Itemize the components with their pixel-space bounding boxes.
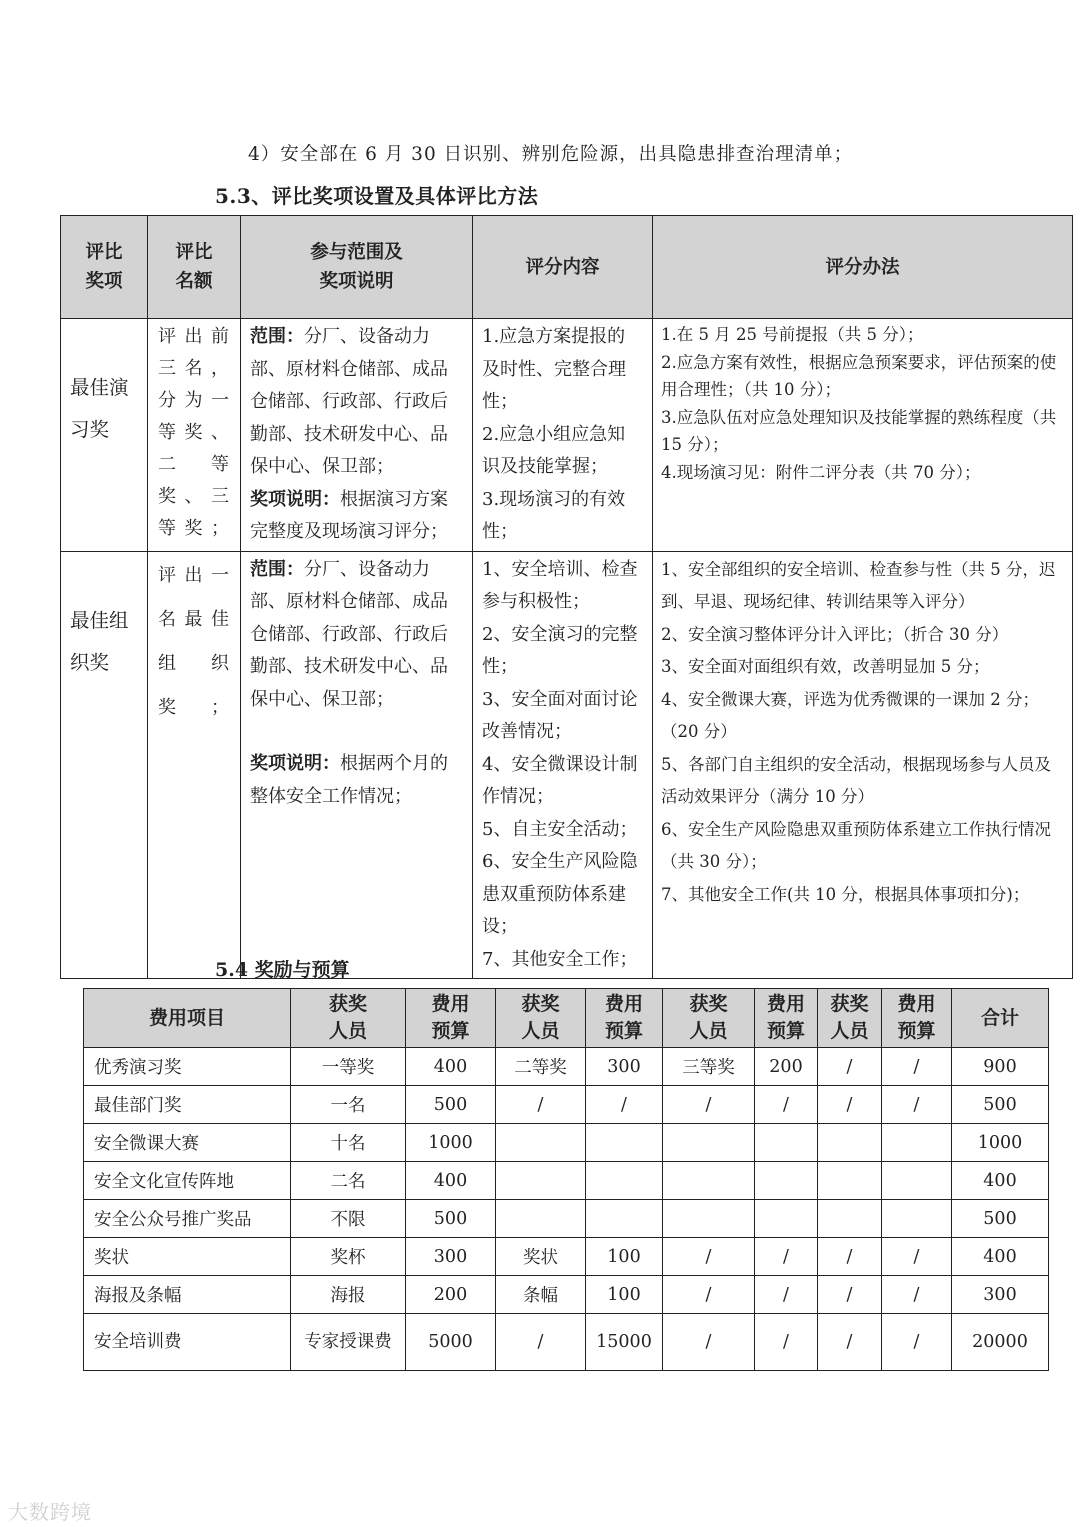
budget-cell: 十名 <box>291 1124 406 1162</box>
budget-cell: / <box>755 1238 818 1276</box>
budget-cell <box>586 1162 663 1200</box>
header-cell: 费用 预算 <box>406 989 496 1048</box>
award-method-table <box>60 215 1073 979</box>
budget-cell <box>882 1162 952 1200</box>
content-item: 1、安全培训、检查参与积极性； <box>482 558 638 612</box>
budget-cell <box>586 1124 663 1162</box>
header-content: 评分内容 <box>473 216 653 319</box>
header-scope: 参与范围及 奖项说明 <box>241 216 473 319</box>
header-cell: 合计 <box>952 989 1049 1048</box>
method-item: 2、安全演习整体评分计入评比；（折合 30 分） <box>661 624 1009 644</box>
method-item: 3.应急队伍对应急处理知识及技能掌握的熟练程度（共 15 分）； <box>661 407 1057 454</box>
budget-cell: 400 <box>406 1048 496 1086</box>
budget-cell <box>496 1124 586 1162</box>
method-item: 6、安全生产风险隐患双重预防体系建立工作执行情况（共 30 分）； <box>661 819 1051 871</box>
budget-cell: 300 <box>406 1238 496 1276</box>
budget-cell: 专家授课费 <box>291 1314 406 1371</box>
content-item: 7、其他安全工作； <box>482 948 638 970</box>
budget-cell: 900 <box>952 1048 1049 1086</box>
budget-cell: 一名 <box>291 1086 406 1124</box>
header-quota: 评比 名额 <box>148 216 241 319</box>
header-cell: 费用 预算 <box>882 989 952 1048</box>
budget-cell: 500 <box>952 1200 1049 1238</box>
budget-cell: 三等奖 <box>663 1048 755 1086</box>
budget-cell: / <box>586 1086 663 1124</box>
award-method <box>653 319 1073 552</box>
budget-cell: / <box>882 1276 952 1314</box>
budget-cell: / <box>818 1048 882 1086</box>
budget-cell <box>496 1162 586 1200</box>
budget-item: 海报及条幅 <box>84 1276 291 1314</box>
award-name: 最佳组织奖 <box>61 551 148 979</box>
budget-cell: 20000 <box>952 1314 1049 1371</box>
budget-cell: 500 <box>952 1086 1049 1124</box>
content-item: 6、安全生产风险隐患双重预防体系建设； <box>482 851 638 937</box>
award-scope <box>241 319 473 552</box>
budget-item: 安全文化宣传阵地 <box>84 1162 291 1200</box>
budget-cell: 400 <box>952 1162 1049 1200</box>
note-label: 奖项说明： <box>250 753 340 774</box>
method-item: 3、安全面对面组织有效，改善明显加 5 分； <box>661 657 990 676</box>
budget-cell: 一等奖 <box>291 1048 406 1086</box>
budget-cell: 奖杯 <box>291 1238 406 1276</box>
budget-cell: / <box>755 1086 818 1124</box>
method-item: 4.现场演习见：附件二评分表（共 70 分）； <box>661 462 981 482</box>
budget-cell: 300 <box>586 1048 663 1086</box>
budget-cell: 500 <box>406 1200 496 1238</box>
watermark: 大数跨境 <box>8 1500 92 1524</box>
budget-cell: / <box>496 1314 586 1371</box>
budget-cell <box>882 1124 952 1162</box>
scope-label: 范围： <box>250 558 304 580</box>
scope-text: 分厂、设备动力部、原材料仓储部、成品仓储部、行政部、行政后勤部、技术研发中心、品保中心、保卫部； <box>250 558 448 710</box>
award-table-header <box>61 216 1073 319</box>
note-text: 根据演习方案完整度及现场演习评分； <box>250 488 448 542</box>
budget-cell: 400 <box>406 1162 496 1200</box>
content-item: 3.现场演习的有效性； <box>482 488 626 542</box>
budget-cell: / <box>755 1276 818 1314</box>
budget-cell: 500 <box>406 1086 496 1124</box>
budget-cell: 400 <box>952 1238 1049 1276</box>
content-item: 1.应急方案提报的及时性、完整合理性； <box>482 326 626 412</box>
budget-cell: 奖状 <box>496 1238 586 1276</box>
award-name: 最佳演习奖 <box>61 319 148 552</box>
header-cell: 费用 预算 <box>755 989 818 1048</box>
budget-cell <box>818 1124 882 1162</box>
table-row <box>84 1276 1049 1314</box>
content-item: 5、自主安全活动； <box>482 818 638 840</box>
award-content <box>473 319 653 552</box>
budget-cell: / <box>496 1086 586 1124</box>
budget-cell <box>882 1200 952 1238</box>
award-method <box>653 551 1073 979</box>
budget-cell: / <box>663 1238 755 1276</box>
header-cell: 费用项目 <box>84 989 291 1048</box>
budget-cell <box>818 1200 882 1238</box>
budget-cell: 200 <box>755 1048 818 1086</box>
table-row <box>84 1086 1049 1124</box>
budget-cell: / <box>882 1086 952 1124</box>
budget-cell <box>663 1200 755 1238</box>
budget-cell <box>755 1200 818 1238</box>
budget-cell: / <box>882 1314 952 1371</box>
budget-item: 优秀演习奖 <box>84 1048 291 1086</box>
budget-cell <box>663 1162 755 1200</box>
budget-cell <box>818 1162 882 1200</box>
budget-cell: / <box>663 1086 755 1124</box>
header-method: 评分办法 <box>653 216 1073 319</box>
header-cell: 费用 预算 <box>586 989 663 1048</box>
award-row-best-organization <box>61 551 1073 979</box>
header-cell: 获奖 人员 <box>496 989 586 1048</box>
award-quota: 评出一名最佳组织奖； <box>148 551 241 979</box>
award-scope <box>241 551 473 979</box>
budget-cell: / <box>755 1314 818 1371</box>
note-label: 奖项说明： <box>250 488 340 510</box>
section-5-3-title: 5.3、评比奖项设置及具体评比方法 <box>215 184 539 208</box>
content-item: 4、安全微课设计制作情况； <box>482 753 638 807</box>
budget-cell: 二名 <box>291 1162 406 1200</box>
budget-cell <box>755 1124 818 1162</box>
budget-cell: 条幅 <box>496 1276 586 1314</box>
budget-item: 奖状 <box>84 1238 291 1276</box>
header-cell: 获奖 人员 <box>818 989 882 1048</box>
method-item: 2.应急方案有效性，根据应急预案要求，评估预案的使用合理性；（共 10 分）； <box>661 352 1057 399</box>
budget-item: 安全公众号推广奖品 <box>84 1200 291 1238</box>
header-cell: 获奖 人员 <box>291 989 406 1048</box>
content-item: 2.应急小组应急知识及技能掌握； <box>482 423 626 477</box>
budget-item: 安全微课大赛 <box>84 1124 291 1162</box>
table-row <box>84 1200 1049 1238</box>
method-item: 1、安全部组织的安全培训、检查参与性（共 5 分，迟到、早退、现场纪律、转训结果等入评分） <box>661 559 1056 611</box>
budget-table <box>83 988 1049 1371</box>
budget-cell: 二等奖 <box>496 1048 586 1086</box>
budget-cell: 100 <box>586 1238 663 1276</box>
budget-cell: 1000 <box>406 1124 496 1162</box>
budget-cell <box>755 1162 818 1200</box>
budget-cell: 5000 <box>406 1314 496 1371</box>
scope-text: 分厂、设备动力部、原材料仓储部、成品仓储部、行政部、行政后勤部、技术研发中心、品保中心、保卫部； <box>250 326 448 477</box>
table-row <box>84 1124 1049 1162</box>
budget-cell: / <box>663 1314 755 1371</box>
budget-cell: / <box>882 1238 952 1276</box>
table-row <box>84 1162 1049 1200</box>
method-item: 5、各部门自主组织的安全活动，根据现场参与人员及活动效果评分（满分 10 分） <box>661 754 1051 806</box>
budget-cell: / <box>818 1086 882 1124</box>
budget-cell: / <box>818 1314 882 1371</box>
note-text: 根据两个月的整体安全工作情况； <box>250 753 448 807</box>
budget-cell: 200 <box>406 1276 496 1314</box>
method-item: 1.在 5 月 25 号前提报（共 5 分）； <box>661 325 924 344</box>
budget-table-header <box>84 989 1049 1048</box>
budget-cell: / <box>818 1276 882 1314</box>
table-row <box>84 1048 1049 1086</box>
budget-cell: 不限 <box>291 1200 406 1238</box>
budget-cell <box>496 1200 586 1238</box>
intro-line: 4）安全部在 6 月 30 日识别、辨别危险源，出具隐患排查治理清单； <box>248 144 854 165</box>
method-item: 7、其他安全工作(共 10 分，根据具体事项扣分)； <box>661 884 1030 904</box>
budget-cell: 海报 <box>291 1276 406 1314</box>
budget-cell: / <box>663 1276 755 1314</box>
scope-label: 范围： <box>250 326 304 347</box>
budget-cell: 1000 <box>952 1124 1049 1162</box>
section-5-4-title: 5.4 奖励与预算 <box>215 959 350 981</box>
award-row-best-drill <box>61 319 1073 552</box>
budget-item: 最佳部门奖 <box>84 1086 291 1124</box>
header-cell: 获奖 人员 <box>663 989 755 1048</box>
budget-cell <box>586 1200 663 1238</box>
award-content <box>473 551 653 979</box>
budget-cell: 300 <box>952 1276 1049 1314</box>
table-row <box>84 1238 1049 1276</box>
award-quota: 评出前三名，分为一等奖、二等奖、三等奖； <box>148 319 241 552</box>
budget-cell <box>663 1124 755 1162</box>
budget-body <box>84 1048 1049 1371</box>
content-item: 3、安全面对面讨论改善情况； <box>482 688 638 742</box>
method-item: 4、安全微课大赛，评选为优秀微课的一课加 2 分；（20 分） <box>661 689 1039 741</box>
content-item: 2、安全演习的完整性； <box>482 623 638 677</box>
budget-cell: 15000 <box>586 1314 663 1371</box>
budget-cell: / <box>818 1238 882 1276</box>
budget-item: 安全培训费 <box>84 1314 291 1371</box>
table-row <box>84 1314 1049 1371</box>
budget-cell: 100 <box>586 1276 663 1314</box>
header-award: 评比 奖项 <box>61 216 148 319</box>
budget-cell: / <box>882 1048 952 1086</box>
